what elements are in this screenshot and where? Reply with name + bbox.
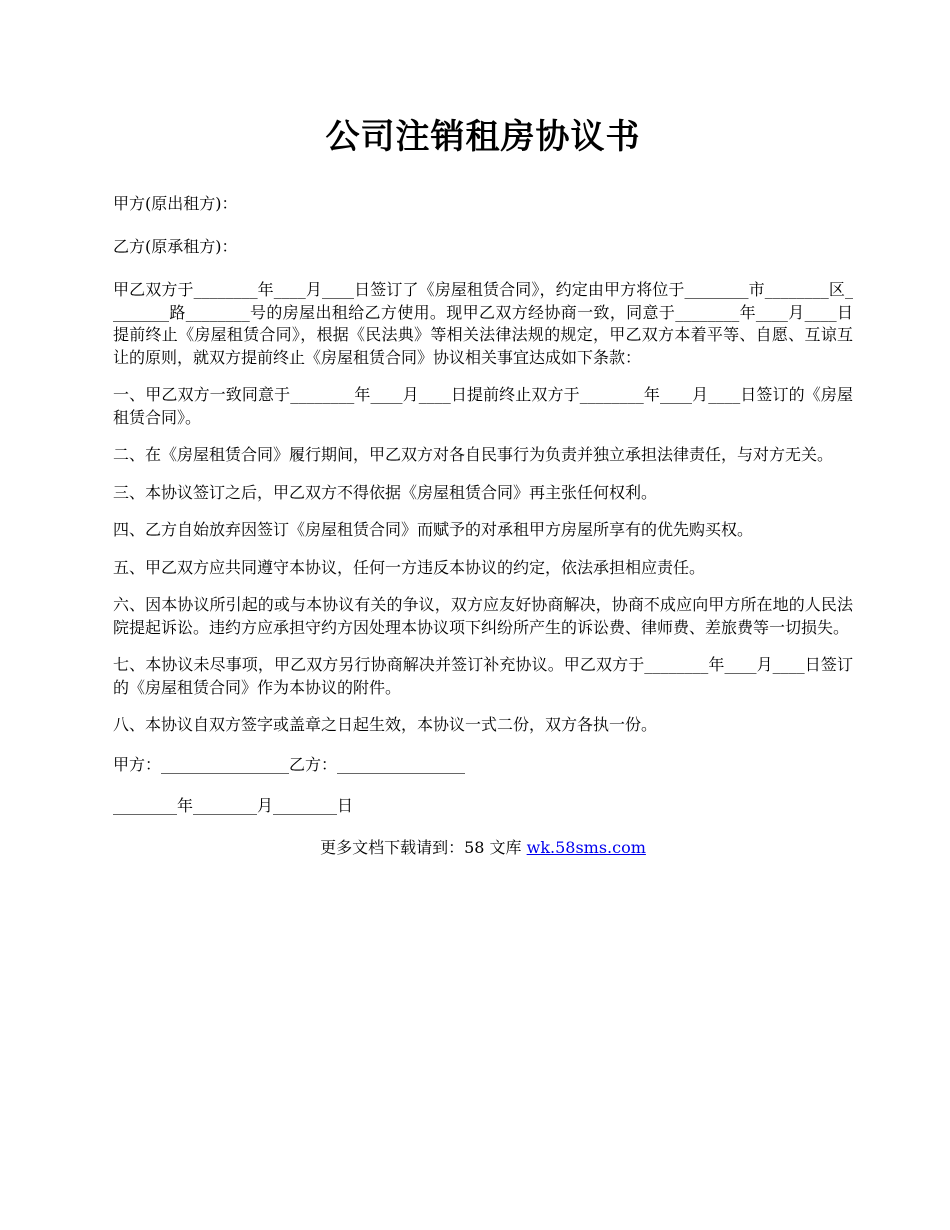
clause-8: 八、本协议自双方签字或盖章之日起生效，本协议一式二份，双方各执一份。 (113, 715, 658, 734)
clause-1: 一、甲乙双方一致同意于________年____月____日提前终止双方于________年____月____日签订的《房屋租赁合同》。 (113, 385, 853, 427)
document-page (113, 0, 853, 859)
clause-5: 五、甲乙双方应共同遵守本协议，任何一方违反本协议的约定，依法承担相应责任。 (113, 557, 706, 577)
party-a-label: 甲方(原出租方)： (113, 194, 238, 213)
intro-paragraph: 甲乙双方于________年____月____日签订了《房屋租赁合同》，约定由甲方将位于________市________区________路________号的房屋出租给乙方使用。现甲乙双方经协商一致，同意于________年____月____日提前终止《房屋租赁合同》，根据《民法典》等相关法律法规的规定，甲乙双方本着平等、自愿、互谅互让的原则，就双方提前终止《房屋租赁合同》协议相关事宜达成如下条款： (113, 280, 853, 367)
clause-7: 七、本协议未尽事项，甲乙双方另行协商解决并签订补充协议。甲乙双方于________年____月____日签订的《房屋租赁合同》作为本协议的附件。 (113, 655, 853, 697)
clause-3: 三、本协议签订之后，甲乙双方不得依据《房屋租赁合同》再主张任何权利。 (113, 482, 658, 502)
clause-6: 六、因本协议所引起的或与本协议有关的争议，双方应友好协商解决，协商不成应向甲方所在地的人民法院提起诉讼。违约方应承担守约方因处理本协议项下纠纷所产生的诉讼费、律师费、差旅费等一切损失。 (113, 595, 853, 637)
date-line: ________年________月________日 (113, 795, 354, 815)
document-title: 公司注销租房协议书 (325, 117, 641, 157)
footer-prefix: 更多文档下载请到：58 文库 (320, 837, 527, 857)
party-b-label: 乙方(原承租方)： (113, 237, 238, 256)
footer-link[interactable]: wk.58sms.com (526, 837, 646, 857)
clause-4: 四、乙方自始放弃因签订《房屋租赁合同》而赋予的对承租甲方房屋所享有的优先购买权。 (113, 520, 754, 539)
download-footer (113, 837, 853, 859)
clause-2: 二、在《房屋租赁合同》履行期间，甲乙双方对各自民事行为负责并独立承担法律责任，与对方无关。 (113, 445, 834, 464)
signature-line: 甲方：________________乙方：________________ (113, 754, 466, 774)
